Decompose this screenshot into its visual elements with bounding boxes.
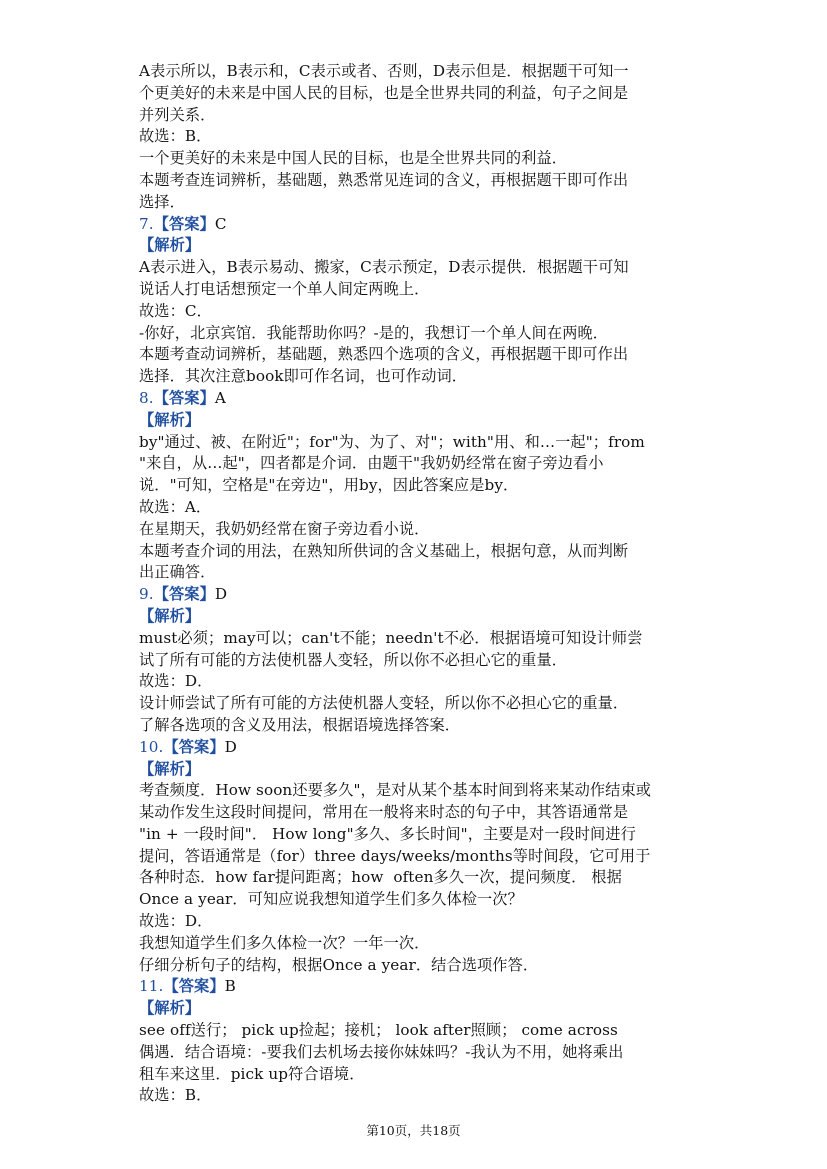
text-line: must必须；may可以；can't不能；needn't不必．根据语境可知设计师尝 (139, 628, 643, 647)
text-line: "in + 一段时间"． How long"多久、多长时间"，主要是对一段时间进行 (139, 824, 636, 843)
page-footer: 第10页，共18页 (366, 1123, 461, 1138)
text-line: -你好，北京宾馆．我能帮助你吗？-是的，我想订一个单人间在两晚． (139, 323, 609, 342)
answer-value: A (214, 388, 226, 407)
answer-line (139, 214, 691, 236)
answer-value: D (214, 585, 228, 604)
text-line: 了解各选项的含义及用法，根据语境选择答案． (139, 715, 461, 734)
text-line: by"通过、被、在附近"；for"为、为了、对"；with"用、和…一起"；from (139, 432, 645, 451)
document-body (139, 61, 691, 1107)
question-number: 8. (139, 388, 154, 407)
answer-label: 【答案】 (153, 388, 215, 407)
answer-value: D (224, 737, 237, 756)
question-number: 10. (139, 737, 164, 756)
question-item-10 (139, 737, 691, 977)
text-line: 选择．其次注意book即可作名词，也可作动词． (139, 367, 468, 386)
text-line: "来自，从…起"，四者都是介词．由题干"我奶奶经常在窗子旁边看小 (139, 454, 604, 473)
text-line: 故选：C． (139, 301, 212, 320)
question-number: 9. (139, 585, 154, 604)
answer-value: B (224, 977, 236, 996)
text-line: 故选：B． (139, 1086, 212, 1105)
analysis-label: 【解析】 (139, 410, 201, 429)
answer-line (139, 388, 691, 410)
text-line: 本题考查介词的用法，在熟知所供词的含义基础上，根据句意，从而判断 (139, 541, 629, 560)
text-line: 故选：B． (139, 127, 212, 146)
answer-label: 【答案】 (153, 585, 215, 604)
question-number: 7. (139, 214, 154, 233)
text-line: 偶遇．结合语境：-要我们去机场去接你妹妹吗？-我认为不用，她将乘出 (139, 1042, 624, 1061)
analysis-label: 【解析】 (139, 999, 201, 1018)
text-line: A表示进入，B表示易动、搬家，C表示预定，D表示提供．根据题干可知 (139, 258, 629, 277)
answer-label: 【答案】 (163, 737, 225, 756)
text-line: see off送行； pick up捡起；接机； look after照顾； come across (139, 1021, 618, 1040)
text-line: 故选：A． (139, 497, 212, 516)
text-line: 本题考查动词辨析，基础题，熟悉四个选项的含义，再根据题干即可作出 (139, 345, 629, 364)
analysis-label: 【解析】 (139, 236, 201, 255)
intro-block (139, 61, 691, 214)
text-line: 某动作发生这段时间提问，常用在一般将来时态的句子中，其答语通常是 (139, 803, 629, 822)
text-line: 各种时态．how far提问距离；how often多久一次，提问频度． 根据 (139, 868, 622, 887)
text-line: 仔细分析句子的结构，根据Once a year．结合选项作答． (139, 955, 539, 974)
text-line: 试了所有可能的方法使机器人变轻，所以你不必担心它的重量． (139, 650, 568, 669)
answer-line (139, 976, 691, 998)
text-line: 本题考查连词辨析，基础题，熟悉常见连词的含义，再根据题干即可作出 (139, 170, 629, 189)
text-line: 并列关系． (139, 105, 216, 124)
analysis-label: 【解析】 (139, 606, 201, 625)
text-line: 个更美好的未来是中国人民的目标，也是全世界共同的利益，句子之间是 (139, 83, 629, 102)
analysis-label: 【解析】 (139, 759, 201, 778)
answer-value: C (214, 214, 227, 233)
question-item-11 (139, 976, 691, 1107)
text-line: 租车来这里．pick up符合语境． (139, 1064, 365, 1083)
text-line: A表示所以，B表示和，C表示或者、否则，D表示但是．根据题干可知一 (139, 62, 629, 80)
question-item-9 (139, 584, 691, 737)
question-number: 11. (139, 977, 164, 996)
text-line: 故选：D． (139, 912, 213, 931)
text-line: Once a year．可知应说我想知道学生们多久体检一次？ (139, 890, 523, 909)
text-line: 出正确答． (139, 563, 216, 582)
text-line: 设计师尝试了所有可能的方法使机器人变轻，所以你不必担心它的重量． (139, 694, 629, 713)
text-line: 在星期天，我奶奶经常在窗子旁边看小说． (139, 519, 430, 538)
text-line: 说．"可知，空格是"在旁边"，用by，因此答案应是by． (139, 476, 519, 495)
text-line: 一个更美好的未来是中国人民的目标，也是全世界共同的利益． (139, 149, 568, 168)
text-line: 选择． (139, 192, 185, 211)
text-line: 提问，答语通常是（for）three days/weeks/months等时间段，它可用于 (139, 846, 651, 865)
text-line: 我想知道学生们多久体检一次？一年一次． (139, 933, 430, 952)
answer-line (139, 737, 691, 759)
answer-label: 【答案】 (163, 977, 225, 996)
text-line: 考查频度．How soon还要多久"，是对从某个基本时间到将来某动作结束或 (139, 781, 652, 800)
text-line: 故选：D． (139, 672, 213, 691)
question-item-7 (139, 214, 691, 388)
answer-line (139, 584, 691, 606)
answer-label: 【答案】 (153, 214, 215, 233)
question-item-8 (139, 388, 691, 584)
text-line: 说话人打电话想预定一个单人间定两晚上． (139, 279, 430, 298)
